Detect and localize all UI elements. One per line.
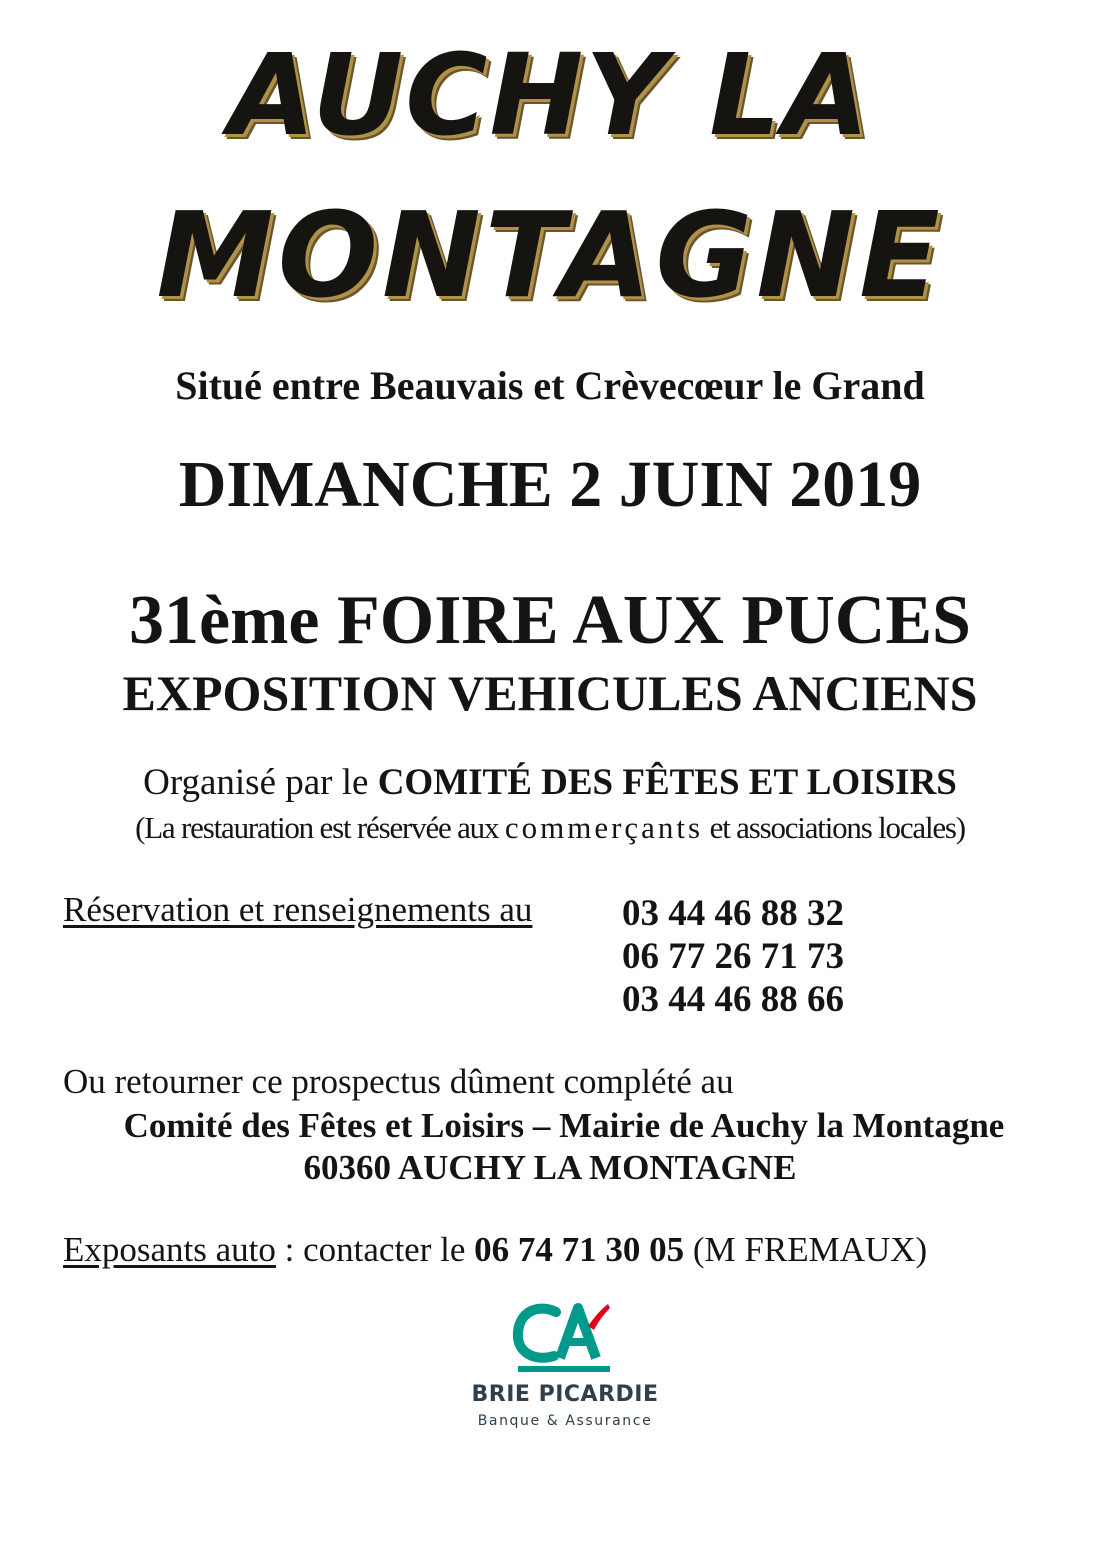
catering-before: (La restauration est réservée aux xyxy=(135,810,505,845)
exhibitors-phone: 06 74 71 30 05 xyxy=(474,1230,685,1269)
reservation-phone: 06 77 26 71 73 xyxy=(622,936,844,977)
organizer-prefix: Organisé par le xyxy=(143,762,378,803)
return-address-line-2: 60360 AUCHY LA MONTAGNE xyxy=(303,1148,797,1187)
reservation-phone: 03 44 46 88 32 xyxy=(622,893,844,934)
organizer-name: COMITÉ DES FÊTES ET LOISIRS xyxy=(377,762,957,803)
title-line-1: AUCHY LA xyxy=(228,31,872,161)
catering-after: et associations locales) xyxy=(703,810,965,845)
catering-spaced: commerçants xyxy=(504,810,704,845)
event-date: DIMANCHE 2 JUIN 2019 xyxy=(178,448,922,521)
location-text: Situé entre Beauvais et Crèvecœur le Grand xyxy=(175,363,925,408)
sponsor-logo xyxy=(460,1296,670,1446)
return-instructions: Ou retourner ce prospectus dûment complété au xyxy=(63,1062,734,1101)
reservation-label: Réservation et renseignements au xyxy=(63,890,533,929)
reservation-phone-list xyxy=(622,892,844,1021)
organizer-line xyxy=(0,764,1100,801)
sponsor-tagline: Banque & Assurance xyxy=(477,1413,653,1429)
catering-note xyxy=(0,812,1100,843)
exhibition-title: EXPOSITION VEHICULES ANCIENS xyxy=(122,665,978,721)
exhibitors-line xyxy=(63,1232,927,1267)
exhibitors-label: Exposants auto xyxy=(63,1230,276,1269)
reservation-phone: 03 44 46 88 66 xyxy=(622,979,844,1020)
event-name: 31ème FOIRE AUX PUCES xyxy=(129,582,971,659)
sponsor-name: BRIE PICARDIE xyxy=(471,1382,659,1407)
exhibitors-middle: : contacter le xyxy=(275,1230,475,1269)
return-address-line-1: Comité des Fêtes et Loisirs – Mairie de Auchy la Montagne xyxy=(123,1106,1005,1145)
title-line-2: MONTAGNE xyxy=(156,186,944,324)
exhibitors-contact: (M FREMAUX) xyxy=(684,1230,928,1269)
ca-logo-icon xyxy=(460,1296,670,1378)
